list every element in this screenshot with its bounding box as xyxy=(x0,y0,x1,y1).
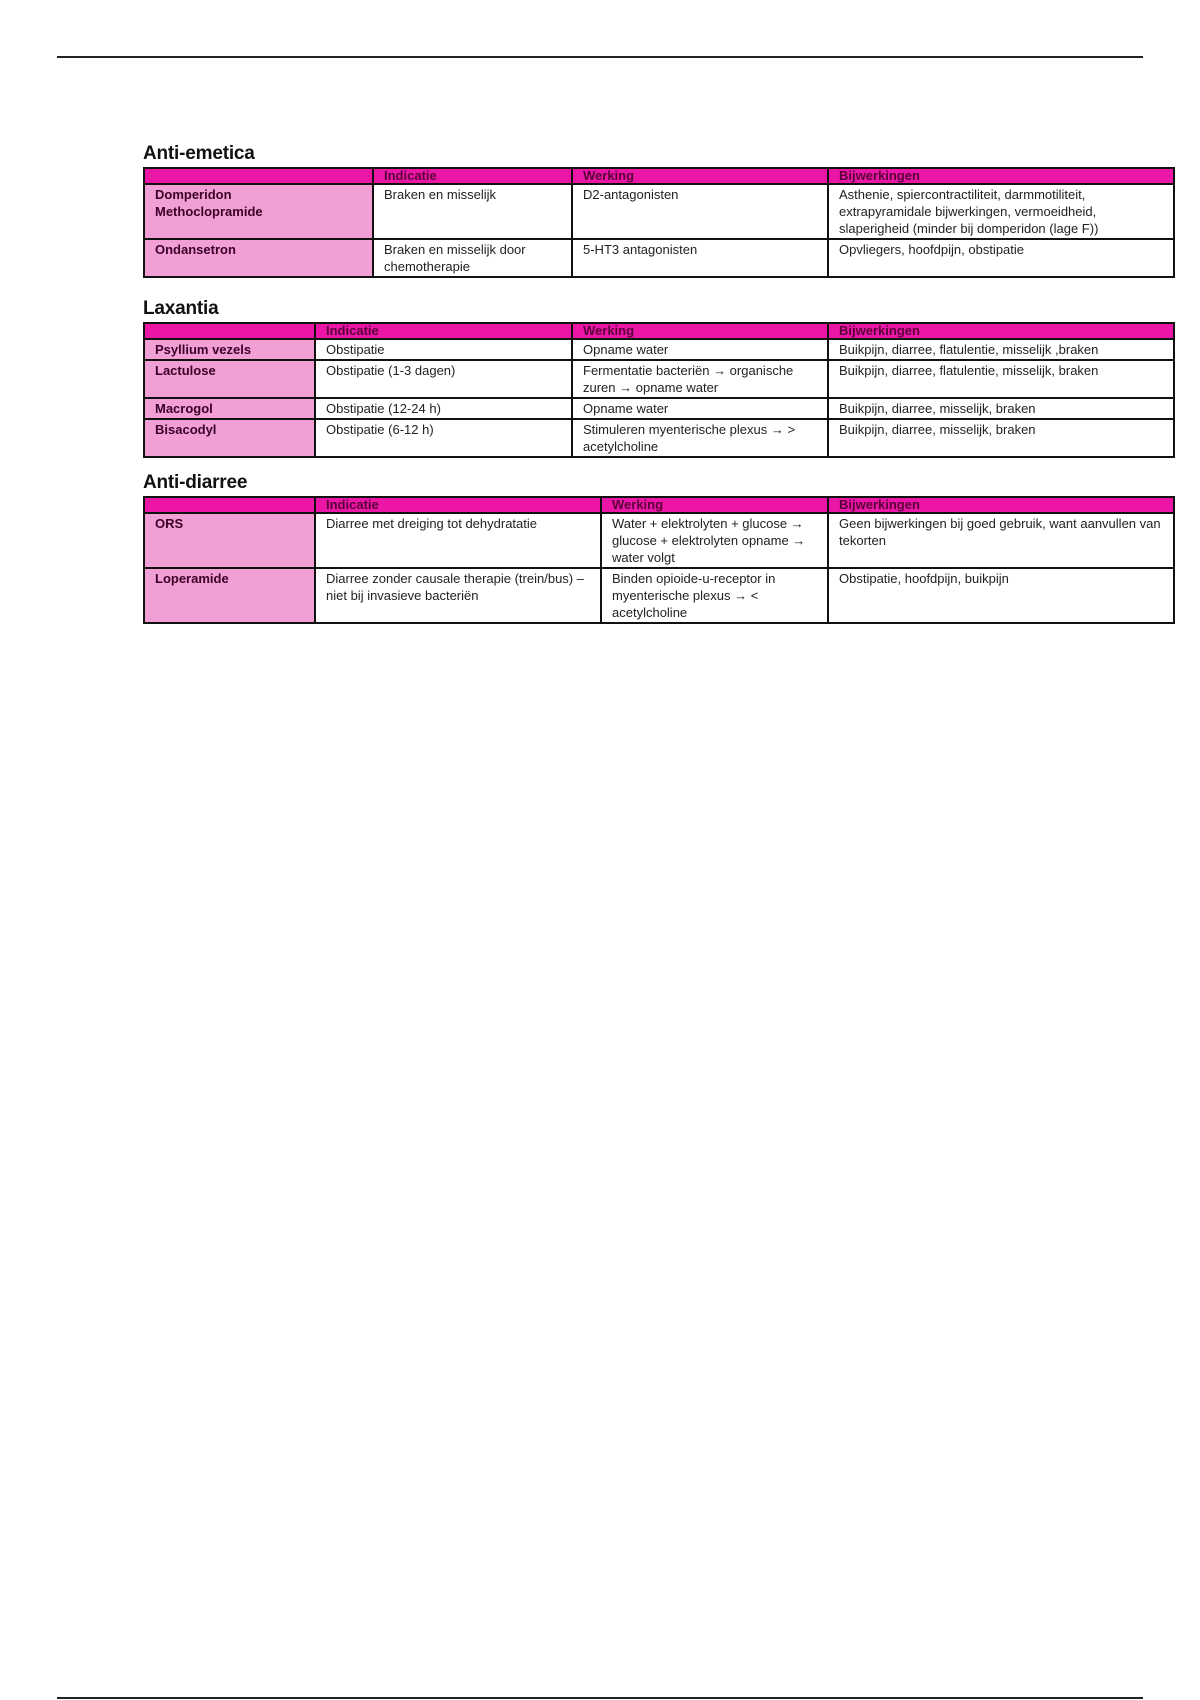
werking-cell: Water + elektrolyten + glucose → glucose + elektrolyten opname → water volgt xyxy=(601,513,828,568)
indicatie-cell: Diarree zonder causale therapie (trein/bus) – niet bij invasieve bacteriën xyxy=(315,568,601,623)
table-header-row xyxy=(144,323,1174,339)
section-anti-emetica xyxy=(143,143,1173,278)
bijwerkingen-cell: Buikpijn, diarree, flatulentie, misselijk, braken xyxy=(828,360,1174,398)
drug-name: Psyllium vezels xyxy=(144,339,315,360)
indicatie-cell: Braken en misselijk door chemotherapie xyxy=(373,239,572,277)
section-title: Anti-emetica xyxy=(143,143,255,164)
section-title: Laxantia xyxy=(143,298,219,319)
bijwerkingen-cell: Obstipatie, hoofdpijn, buikpijn xyxy=(828,568,1174,623)
table-row xyxy=(144,513,1174,568)
drug-name xyxy=(144,184,373,239)
section-anti-diarree xyxy=(143,472,1173,624)
header-drug xyxy=(144,497,315,513)
anti-emetica-table xyxy=(143,167,1175,278)
werking-cell: D2-antagonisten xyxy=(572,184,828,239)
header-werking: Werking xyxy=(601,497,828,513)
drug-name: Ondansetron xyxy=(144,239,373,277)
drug-name-text: Domperidon Methoclopramide xyxy=(155,187,263,219)
indicatie-cell: Diarree met dreiging tot dehydratatie xyxy=(315,513,601,568)
bijwerkingen-cell: Geen bijwerkingen bij goed gebruik, want aanvullen van tekorten xyxy=(828,513,1174,568)
werking-cell: 5-HT3 antagonisten xyxy=(572,239,828,277)
table-header-row xyxy=(144,497,1174,513)
werking-cell: Opname water xyxy=(572,339,828,360)
footer-rule xyxy=(57,1697,1143,1699)
indicatie-cell: Obstipatie xyxy=(315,339,572,360)
werking-cell: Opname water xyxy=(572,398,828,419)
table-row xyxy=(144,184,1174,239)
indicatie-cell: Obstipatie (12-24 h) xyxy=(315,398,572,419)
table-row xyxy=(144,360,1174,398)
section-laxantia xyxy=(143,298,1173,458)
indicatie-cell: Braken en misselijk xyxy=(373,184,572,239)
bijwerkingen-cell: Buikpijn, diarree, misselijk, braken xyxy=(828,398,1174,419)
bijwerkingen-cell: Asthenie, spiercontractiliteit, darmmotiliteit, extrapyramidale bijwerkingen, vermoeidheid, slaperigheid (minder bij domperidon (lage F)) xyxy=(828,184,1174,239)
bijwerkingen-cell: Opvliegers, hoofdpijn, obstipatie xyxy=(828,239,1174,277)
header-bijwerkingen: Bijwerkingen xyxy=(828,323,1174,339)
table-row xyxy=(144,568,1174,623)
header-bijwerkingen: Bijwerkingen xyxy=(828,497,1174,513)
drug-name: Loperamide xyxy=(144,568,315,623)
header-werking: Werking xyxy=(572,323,828,339)
table-row xyxy=(144,239,1174,277)
bijwerkingen-cell: Buikpijn, diarree, misselijk, braken xyxy=(828,419,1174,457)
header-rule xyxy=(57,56,1143,58)
header-indicatie: Indicatie xyxy=(373,168,572,184)
anti-diarree-table xyxy=(143,496,1175,624)
indicatie-cell: Obstipatie (1-3 dagen) xyxy=(315,360,572,398)
table-row xyxy=(144,419,1174,457)
drug-name: Lactulose xyxy=(144,360,315,398)
bijwerkingen-cell: Buikpijn, diarree, flatulentie, misselijk ,braken xyxy=(828,339,1174,360)
indicatie-cell: Obstipatie (6-12 h) xyxy=(315,419,572,457)
header-bijwerkingen: Bijwerkingen xyxy=(828,168,1174,184)
header-drug xyxy=(144,323,315,339)
drug-name: ORS xyxy=(144,513,315,568)
laxantia-table xyxy=(143,322,1175,458)
table-row xyxy=(144,339,1174,360)
header-indicatie: Indicatie xyxy=(315,323,572,339)
header-werking: Werking xyxy=(572,168,828,184)
werking-cell: Stimuleren myenterische plexus → > acetylcholine xyxy=(572,419,828,457)
table-row xyxy=(144,398,1174,419)
header-drug xyxy=(144,168,373,184)
section-title: Anti-diarree xyxy=(143,472,248,493)
table-header-row xyxy=(144,168,1174,184)
werking-cell: Binden opioide-u-receptor in myenterische plexus → < acetylcholine xyxy=(601,568,828,623)
drug-name: Macrogol xyxy=(144,398,315,419)
drug-name: Bisacodyl xyxy=(144,419,315,457)
werking-cell: Fermentatie bacteriën → organische zuren → opname water xyxy=(572,360,828,398)
header-indicatie: Indicatie xyxy=(315,497,601,513)
